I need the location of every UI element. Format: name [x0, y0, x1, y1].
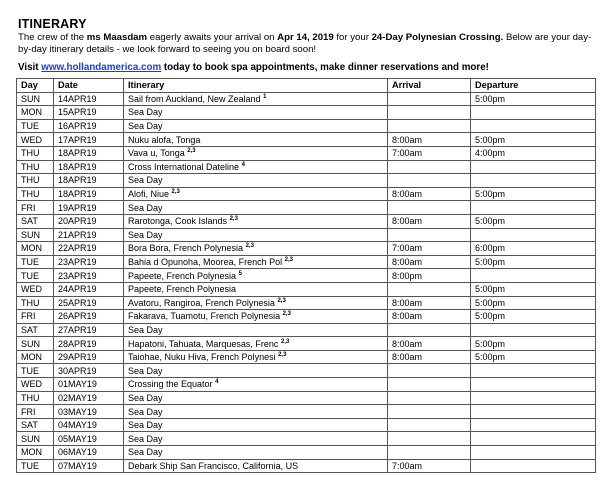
place-name: Sea Day	[128, 406, 163, 417]
departure-cell	[471, 446, 596, 460]
itinerary-cell	[124, 350, 388, 364]
date-cell: 20APR19	[54, 214, 124, 228]
departure-cell: 5:00pm	[471, 350, 596, 364]
day-cell: WED	[17, 133, 54, 147]
arrival-cell	[388, 228, 471, 242]
table-row	[17, 160, 596, 174]
table-row	[17, 405, 596, 419]
departure-cell	[471, 119, 596, 133]
ship-name: ms Maasdam	[86, 32, 148, 43]
itinerary-cell	[124, 446, 388, 460]
place-name: Avatoru, Rangiroa, French Polynesia	[128, 297, 275, 308]
itinerary-cell	[124, 391, 388, 405]
itinerary-cell	[124, 282, 388, 296]
day-cell: FRI	[17, 310, 54, 324]
day-cell: SAT	[17, 214, 54, 228]
table-row	[17, 146, 596, 160]
visit-suffix: today to book spa appointments, make dinner reservations and more!	[161, 62, 489, 73]
departure-cell: 5:00pm	[471, 296, 596, 310]
place-name: Sea Day	[128, 447, 163, 458]
departure-cell	[471, 459, 596, 473]
arrival-cell	[388, 405, 471, 419]
arrival-cell: 8:00am	[388, 350, 471, 364]
arrival-cell	[388, 92, 471, 106]
date-cell: 24APR19	[54, 282, 124, 296]
place-name: Sea Day	[128, 107, 163, 118]
arrival-date: Apr 14, 2019	[277, 32, 334, 43]
departure-cell	[471, 228, 596, 242]
place-name: Crossing the Equator	[128, 379, 213, 390]
day-cell: THU	[17, 391, 54, 405]
itinerary-cell	[124, 405, 388, 419]
arrival-cell: 8:00am	[388, 133, 471, 147]
arrival-cell: 8:00am	[388, 187, 471, 201]
table-row	[17, 418, 596, 432]
date-cell: 04MAY19	[54, 418, 124, 432]
itinerary-cell	[124, 432, 388, 446]
table-row	[17, 214, 596, 228]
date-cell: 18APR19	[54, 146, 124, 160]
itinerary-cell	[124, 459, 388, 473]
place-name: Sea Day	[128, 433, 163, 444]
table-row	[17, 391, 596, 405]
departure-cell	[471, 323, 596, 337]
departure-cell	[471, 405, 596, 419]
arrival-cell	[388, 418, 471, 432]
table-row	[17, 337, 596, 351]
day-cell: MON	[17, 446, 54, 460]
itinerary-cell	[124, 160, 388, 174]
header-arrival: Arrival	[388, 79, 471, 93]
date-cell: 27APR19	[54, 323, 124, 337]
itinerary-rows	[17, 92, 596, 473]
table-row	[17, 364, 596, 378]
departure-cell	[471, 391, 596, 405]
date-cell: 02MAY19	[54, 391, 124, 405]
itinerary-cell	[124, 242, 388, 256]
place-name: Debark Ship San Francisco, California, US	[128, 460, 299, 471]
table-row	[17, 296, 596, 310]
place-name: Papeete, French Polynesia	[128, 270, 237, 281]
arrival-cell	[388, 174, 471, 188]
day-cell: THU	[17, 160, 54, 174]
departure-cell: 5:00pm	[471, 255, 596, 269]
place-name: Sea Day	[128, 365, 163, 376]
table-row	[17, 378, 596, 392]
day-cell: TUE	[17, 459, 54, 473]
footnote-marker: 2,3	[280, 338, 290, 345]
intro-text-2: eagerly awaits your arrival on	[147, 32, 278, 43]
footnote-marker: 4	[215, 379, 219, 386]
date-cell: 07MAY19	[54, 459, 124, 473]
place-name: Sea Day	[128, 229, 163, 240]
day-cell: THU	[17, 187, 54, 201]
arrival-cell: 8:00am	[388, 214, 471, 228]
departure-cell	[471, 432, 596, 446]
table-row	[17, 432, 596, 446]
day-cell: MON	[17, 242, 54, 256]
footnote-marker: 2,3	[187, 148, 196, 155]
date-cell: 22APR19	[54, 242, 124, 256]
table-row	[17, 269, 596, 283]
header-departure: Departure	[471, 79, 596, 93]
place-name: Nuku alofa, Tonga	[128, 134, 201, 145]
date-cell: 14APR19	[54, 92, 124, 106]
date-cell: 23APR19	[54, 269, 124, 283]
itinerary-cell	[124, 146, 388, 160]
departure-cell: 5:00pm	[471, 310, 596, 324]
arrival-cell	[388, 119, 471, 133]
departure-cell: 6:00pm	[471, 242, 596, 256]
day-cell: THU	[17, 146, 54, 160]
arrival-cell: 7:00am	[388, 242, 471, 256]
itinerary-cell	[124, 337, 388, 351]
itinerary-cell	[124, 133, 388, 147]
table-row	[17, 255, 596, 269]
table-row	[17, 310, 596, 324]
date-cell: 03MAY19	[54, 405, 124, 419]
day-cell: SUN	[17, 432, 54, 446]
header-day: Day	[17, 79, 54, 93]
date-cell: 23APR19	[54, 255, 124, 269]
table-header-row	[17, 79, 596, 93]
departure-cell: 5:00pm	[471, 214, 596, 228]
itinerary-cell	[124, 228, 388, 242]
header-itinerary: Itinerary	[124, 79, 388, 93]
arrival-cell	[388, 446, 471, 460]
date-cell: 16APR19	[54, 119, 124, 133]
day-cell: SUN	[17, 228, 54, 242]
place-name: Cross International Dateline	[128, 161, 240, 172]
date-cell: 15APR19	[54, 106, 124, 120]
arrival-cell	[388, 391, 471, 405]
itinerary-cell	[124, 174, 388, 188]
intro-text-1: The crew of the	[18, 32, 87, 43]
footnote-marker: 2,3	[277, 297, 286, 304]
date-cell: 29APR19	[54, 350, 124, 364]
day-cell: SAT	[17, 323, 54, 337]
day-cell: SUN	[17, 92, 54, 106]
day-cell: THU	[17, 296, 54, 310]
departure-cell	[471, 174, 596, 188]
date-cell: 18APR19	[54, 160, 124, 174]
place-name: Taiohae, Nuku Hiva, French Polynesi	[128, 352, 276, 363]
table-row	[17, 242, 596, 256]
visit-prefix: Visit	[18, 62, 42, 73]
departure-cell	[471, 201, 596, 215]
table-row	[17, 201, 596, 215]
day-cell: TUE	[17, 364, 54, 378]
date-cell: 01MAY19	[54, 378, 124, 392]
place-name: Sea Day	[128, 420, 163, 431]
date-cell: 18APR19	[54, 174, 124, 188]
arrival-cell	[388, 282, 471, 296]
visit-line	[18, 62, 489, 73]
itinerary-cell	[124, 106, 388, 120]
itinerary-cell	[124, 187, 388, 201]
arrival-cell	[388, 364, 471, 378]
intro-text-3: for your	[333, 32, 372, 43]
arrival-cell: 8:00am	[388, 337, 471, 351]
departure-cell: 5:00pm	[471, 187, 596, 201]
arrival-cell	[388, 323, 471, 337]
table-row	[17, 446, 596, 460]
day-cell: WED	[17, 378, 54, 392]
day-cell: TUE	[17, 269, 54, 283]
date-cell: 17APR19	[54, 133, 124, 147]
place-name: Sail from Auckland, New Zealand	[128, 93, 261, 104]
table-row	[17, 119, 596, 133]
place-name: Papeete, French Polynesia	[128, 284, 237, 295]
departure-cell	[471, 106, 596, 120]
table-row	[17, 282, 596, 296]
day-cell: SAT	[17, 418, 54, 432]
place-name: Sea Day	[128, 121, 163, 132]
place-name: Sea Day	[128, 324, 163, 335]
table-row	[17, 350, 596, 364]
table-row	[17, 106, 596, 120]
page-title: ITINERARY	[18, 17, 87, 31]
place-name: Alofi, Niue	[128, 189, 170, 200]
date-cell: 30APR19	[54, 364, 124, 378]
date-cell: 26APR19	[54, 310, 124, 324]
day-cell: WED	[17, 282, 54, 296]
arrival-cell	[388, 160, 471, 174]
departure-cell: 5:00pm	[471, 282, 596, 296]
table-row	[17, 133, 596, 147]
table-row	[17, 92, 596, 106]
place-name: Bora Bora, French Polynesia	[128, 243, 244, 254]
date-cell: 18APR19	[54, 187, 124, 201]
day-cell: MON	[17, 350, 54, 364]
itinerary-cell	[124, 310, 388, 324]
itinerary-cell	[124, 296, 388, 310]
place-name: Sea Day	[128, 202, 163, 213]
arrival-cell: 7:00am	[388, 146, 471, 160]
table-row	[17, 228, 596, 242]
arrival-cell: 7:00am	[388, 459, 471, 473]
cruise-name: 24-Day Polynesian Crossing.	[371, 32, 504, 43]
place-name: Vava u, Tonga	[128, 148, 185, 159]
date-cell: 05MAY19	[54, 432, 124, 446]
arrival-cell	[388, 378, 471, 392]
departure-cell	[471, 160, 596, 174]
place-name: Bahia d Opunoha, Moorea, French Pol	[128, 257, 283, 268]
table-row	[17, 187, 596, 201]
departure-cell: 5:00pm	[471, 133, 596, 147]
arrival-cell: 8:00pm	[388, 269, 471, 283]
departure-cell	[471, 269, 596, 283]
itinerary-cell	[124, 378, 388, 392]
date-cell: 28APR19	[54, 337, 124, 351]
itinerary-cell	[124, 323, 388, 337]
footnote-marker: 1	[263, 93, 267, 100]
place-name: Hapatoni, Tahuata, Marquesas, Frenc	[128, 338, 279, 349]
table-row	[17, 459, 596, 473]
itinerary-cell	[124, 269, 388, 283]
footnote-marker: 2,3	[282, 311, 291, 318]
itinerary-table	[16, 78, 596, 473]
itinerary-cell	[124, 364, 388, 378]
arrival-cell: 8:00am	[388, 296, 471, 310]
itinerary-cell	[124, 255, 388, 269]
date-cell: 25APR19	[54, 296, 124, 310]
day-cell: TUE	[17, 119, 54, 133]
departure-cell	[471, 364, 596, 378]
itinerary-cell	[124, 92, 388, 106]
date-cell: 06MAY19	[54, 446, 124, 460]
arrival-cell: 8:00am	[388, 310, 471, 324]
date-cell: 19APR19	[54, 201, 124, 215]
place-name: Sea Day	[128, 392, 163, 403]
intro-text-4: Below are your day-by-day itinerary details - we look forward to seeing you on board soon!	[18, 32, 592, 55]
day-cell: MON	[17, 106, 54, 120]
arrival-cell	[388, 106, 471, 120]
table-row	[17, 323, 596, 337]
arrival-cell	[388, 201, 471, 215]
intro-paragraph	[18, 32, 593, 56]
footnote-marker: 2,3	[284, 257, 293, 264]
day-cell: FRI	[17, 405, 54, 419]
website-link[interactable]: www.hollandamerica.com	[41, 62, 162, 73]
footnote-marker: 2,3	[229, 216, 238, 223]
day-cell: TUE	[17, 255, 54, 269]
footnote-marker: 5	[238, 270, 242, 277]
arrival-cell: 8:00am	[388, 255, 471, 269]
day-cell: FRI	[17, 201, 54, 215]
place-name: Fakarava, Tuamotu, French Polynesia	[128, 311, 281, 322]
footnote-marker: 4	[241, 161, 245, 168]
departure-cell	[471, 378, 596, 392]
itinerary-cell	[124, 119, 388, 133]
departure-cell: 4:00pm	[471, 146, 596, 160]
place-name: Sea Day	[128, 175, 163, 186]
place-name: Rarotonga, Cook Islands	[128, 216, 228, 227]
departure-cell: 5:00pm	[471, 92, 596, 106]
footnote-marker: 2,3	[245, 243, 254, 250]
departure-cell	[471, 418, 596, 432]
day-cell: SUN	[17, 337, 54, 351]
date-cell: 21APR19	[54, 228, 124, 242]
day-cell: THU	[17, 174, 54, 188]
header-date: Date	[54, 79, 124, 93]
departure-cell: 5:00pm	[471, 337, 596, 351]
itinerary-cell	[124, 418, 388, 432]
table-row	[17, 174, 596, 188]
itinerary-cell	[124, 201, 388, 215]
arrival-cell	[388, 432, 471, 446]
footnote-marker: 2,3	[278, 352, 287, 359]
footnote-marker: 2,3	[171, 189, 180, 196]
itinerary-cell	[124, 214, 388, 228]
